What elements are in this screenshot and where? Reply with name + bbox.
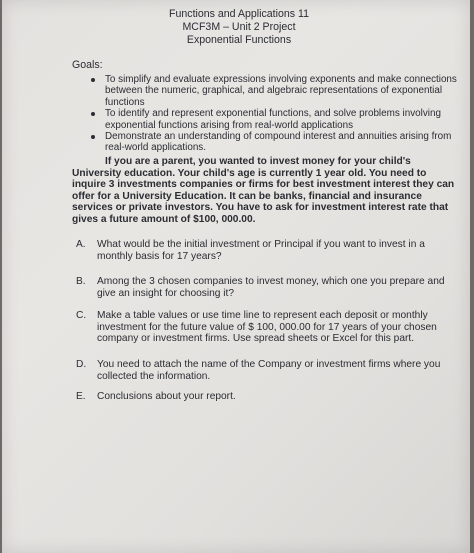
goal-item: [91, 74, 463, 108]
question-text: Among the 3 chosen companies to invest money, which one you prepare and give an insight for choosing it?: [97, 276, 445, 299]
goal-text: To identify and represent exponential functions, and solve problems involving exponential functions arising from real-world applications: [105, 108, 441, 131]
question-letter: C.: [76, 310, 87, 321]
document-header: [2, 8, 474, 46]
question-text: Make a table values or use time line to represent each deposit or monthly investment for the future value of $ 100, 000.00 for 17 years of your chosen company or investment firms. Use spread sheets or Excel for this part.: [97, 310, 437, 345]
goals-heading: Goals:: [72, 59, 103, 71]
question-text: You need to attach the name of the Company or investment firms where you collected the information.: [97, 359, 441, 382]
question-letter: A.: [76, 239, 86, 250]
question-a: [76, 239, 456, 262]
course-code-unit: MCF3M – Unit 2 Project: [182, 20, 296, 33]
question-c: [76, 310, 456, 345]
question-text: What would be the initial investment or Principal if you want to invest in a monthly basis for 17 years?: [97, 239, 425, 262]
question-text: Conclusions about your report.: [97, 391, 236, 402]
question-e: [76, 391, 456, 403]
question-letter: D.: [76, 359, 87, 370]
question-letter: E.: [76, 391, 86, 402]
question-b: [76, 276, 456, 299]
goal-item: [91, 131, 463, 154]
document-page: [2, 0, 470, 553]
goals-list: [91, 74, 463, 154]
goal-text: Demonstrate an understanding of compound interest and annuities arising from real-world applications.: [105, 131, 452, 154]
question-d: [76, 359, 456, 382]
goal-text: To simplify and evaluate expressions involving exponents and make connections between the numeric, graphical, and algebraic representations of exponential functions: [105, 74, 457, 108]
bullet-icon: [91, 78, 95, 82]
goal-item: [91, 108, 463, 131]
course-title: Functions and Applications 11: [169, 8, 309, 20]
project-topic: Exponential Functions: [186, 33, 292, 46]
bullet-icon: [91, 135, 95, 139]
bullet-icon: [91, 112, 95, 116]
question-letter: B.: [76, 276, 86, 287]
project-scenario: If you are a parent, you wanted to invest money for your child's University education. Your child's age is currently 1 year old. You need to inquire 3 investments companies or firms for best investment interest they can offer for a University Education. It can be banks, financial and insurance services or private investors. You have to ask for investment interest rate that gives a future amount of $100, 000.00.: [72, 156, 455, 225]
